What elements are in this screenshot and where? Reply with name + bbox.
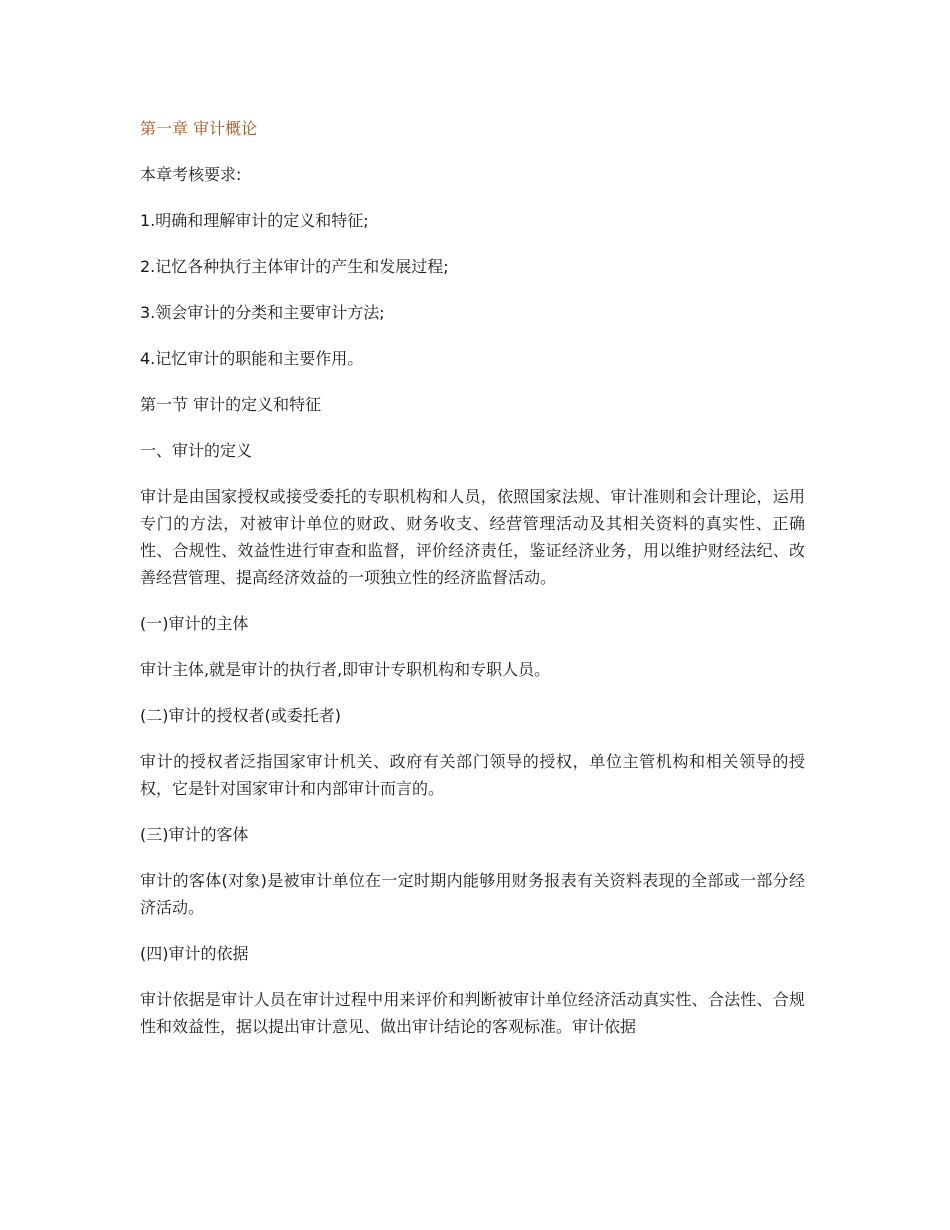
- item-heading: (四)审计的依据: [140, 944, 249, 963]
- requirement-item: 4.记忆审计的职能和主要作用。: [140, 349, 364, 368]
- chapter-title: 第一章 审计概论: [140, 119, 258, 138]
- item-heading: (三)审计的客体: [140, 825, 249, 844]
- subsection-title: 一、审计的定义: [140, 441, 253, 460]
- item-paragraph: 审计主体,就是审计的执行者,即审计专职机构和专职人员。: [140, 660, 551, 679]
- document-body: [140, 115, 805, 1059]
- item-heading: (二)审计的授权者(或委托者): [140, 706, 341, 725]
- requirement-item: 1.明确和理解审计的定义和特征;: [140, 211, 369, 230]
- requirement-item: 3.领会审计的分类和主要审计方法;: [140, 303, 385, 322]
- item-paragraph: 审计的客体(对象)是被审计单位在一定时期内能够用财务报表有关资料表现的全部或一部分经济活动。: [140, 871, 805, 917]
- item-paragraph: 审计依据是审计人员在审计过程中用来评价和判断被审计单位经济活动真实性、合法性、合规性和效益性，据以提出审计意见、做出审计结论的客观标准。审计依据: [140, 990, 805, 1036]
- requirement-item: 2.记忆各种执行主体审计的产生和发展过程;: [140, 257, 449, 276]
- requirements-heading: 本章考核要求:: [140, 165, 242, 184]
- section-title: 第一节 审计的定义和特征: [140, 395, 322, 414]
- definition-paragraph: 审计是由国家授权或接受委托的专职机构和人员，依照国家法规、审计准则和会计理论，运用专门的方法，对被审计单位的财政、财务收支、经营管理活动及其相关资料的真实性、正确性、合规性、效益性进行审查和监督，评价经济责任，鉴证经济业务，用以维护财经法纪、改善经营管理、提高经济效益的一项独立性的经济监督活动。: [140, 487, 805, 587]
- item-paragraph: 审计的授权者泛指国家审计机关、政府有关部门领导的授权，单位主管机构和相关领导的授权，它是针对国家审计和内部审计而言的。: [140, 752, 805, 798]
- item-heading: (一)审计的主体: [140, 614, 249, 633]
